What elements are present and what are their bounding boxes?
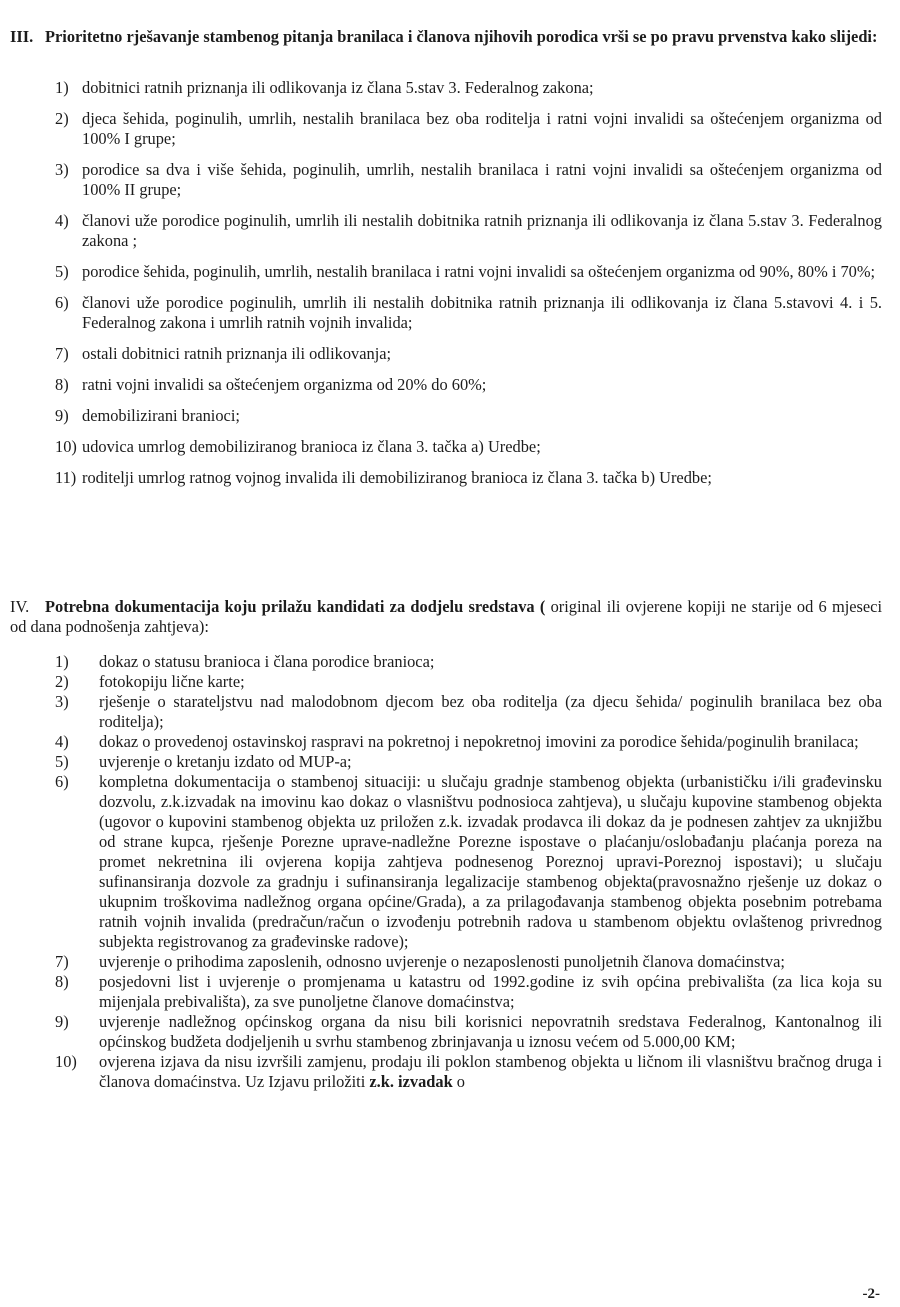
section-heading-normal: original ili ovjerene kopiji ne starije od 6 mjeseci od dana podnošenja zahtjeva): xyxy=(10,597,883,636)
section-iii-heading xyxy=(10,27,882,47)
list-item xyxy=(55,211,882,251)
list-item-text: porodice šehida, poginulih, umrlih, nestalih branilaca i ratni vojni invalidi sa oštećenjem organizma od 90%, 80% i 70%; xyxy=(82,262,876,281)
list-item-number: 4) xyxy=(55,211,69,230)
list-item-number: 2) xyxy=(55,109,69,128)
list-item-number: 9) xyxy=(55,1012,69,1031)
list-item-text: rješenje o starateljstvu nad malodobnom djecom bez oba roditelja (za djecu šehida/ poginulih branilaca bez oba roditelja); xyxy=(99,692,882,731)
list-item xyxy=(55,375,882,395)
page-number: -2- xyxy=(862,1286,880,1302)
list-item xyxy=(55,752,882,772)
list-item xyxy=(55,437,882,457)
list-item-number: 1) xyxy=(55,78,69,97)
list-item xyxy=(55,293,882,333)
list-item xyxy=(55,692,882,732)
list-item-number: 6) xyxy=(55,772,69,791)
list-item-number: 4) xyxy=(55,732,69,751)
list-item-number: 5) xyxy=(55,262,69,281)
list-item-number: 10) xyxy=(55,1052,77,1071)
list-item-text: uvjerenje o kretanju izdato od MUP-a; xyxy=(99,752,352,771)
list-item-text: ostali dobitnici ratnih priznanja ili odlikovanja; xyxy=(82,344,392,363)
list-item-number: 10) xyxy=(55,437,77,456)
section-iv-heading xyxy=(10,597,882,637)
section-iv-list xyxy=(55,652,882,1092)
list-item xyxy=(55,78,882,98)
list-item xyxy=(55,732,882,752)
list-item-text: djeca šehida, poginulih, umrlih, nestalih branilaca bez oba roditelja i ratni vojni invalidi sa oštećenjem organizma od 100% I grupe; xyxy=(82,109,882,148)
list-item xyxy=(55,262,882,282)
list-item xyxy=(55,1052,882,1092)
list-item xyxy=(55,160,882,200)
list-item-number: 9) xyxy=(55,406,69,425)
list-item xyxy=(55,972,882,1012)
section-numeral: III. xyxy=(10,27,34,46)
list-item xyxy=(55,406,882,426)
list-item-text: ovjerena izjava da nisu izvršili zamjenu, prodaju ili poklon stambenog objekta u ličnom ili vlasništvu bračnog druga i članova domaćinstva. Uz Izjavu priložiti xyxy=(99,1052,882,1091)
list-item-text: uvjerenje nadležnog općinskog organa da nisu bili korisnici nepovratnih sredstava Federalnog, Kantonalnog ili općinskog budžeta dodjeljenih u svrhu stambenog zbrinjavanja u iznosu većem od 5.000,00 KM; xyxy=(99,1012,882,1051)
list-item xyxy=(55,344,882,364)
list-item-number: 2) xyxy=(55,672,69,691)
list-item-number: 7) xyxy=(55,952,69,971)
list-item-text: dobitnici ratnih priznanja ili odlikovanja iz člana 5.stav 3. Federalnog zakona; xyxy=(82,78,594,97)
list-item-number: 3) xyxy=(55,692,69,711)
section-heading-bold: Potrebna dokumentacija koju prilažu kandidati za dodjelu sredstava ( xyxy=(45,597,546,616)
list-item xyxy=(55,672,882,692)
list-item-number: 6) xyxy=(55,293,69,312)
list-item-number: 8) xyxy=(55,375,69,394)
list-item-text: ratni vojni invalidi sa oštećenjem organizma od 20% do 60%; xyxy=(82,375,487,394)
list-item-number: 8) xyxy=(55,972,69,991)
list-item xyxy=(55,772,882,952)
section-heading-text: Prioritetno rješavanje stambenog pitanja branilaca i članova njihovih porodica vrši se po pravu prvenstva kako slijedi: xyxy=(45,27,878,46)
list-item-text: fotokopiju lične karte; xyxy=(99,672,245,691)
list-item-number: 1) xyxy=(55,652,69,671)
section-iii-list xyxy=(55,78,882,499)
list-item-text: uvjerenje o prihodima zaposlenih, odnosno uvjerenje o nezaposlenosti punoljetnih članova domaćinstva; xyxy=(99,952,785,971)
list-item-text: kompletna dokumentacija o stambenoj situaciji: u slučaju gradnje stambenog objekta (urbanističku i/ili građevinsku dozvolu, z.k.izvadak na imovinu kao dokaz o vlasništvu podnosioca zahtjeva), u slučaju kupovine stambenog objekta (ugovor o kupovini stambenog objekta uz priložen z.k. izvadak prodavca ili dokaz da je podnesen zahtjev za uknjižbu od strane kupca, rješenje Porezne uprave-nadležne Porezne ispostave o plaćanju/oslobađanju plaćanja poreza na promet nekretnina ili ovjerena kopija zahtjeva podnesenog Poreznoj upravi-Poreznoj ispostavi); u slučaju sufinansiranja dozvole za gradnju i sufinansiranja legalizacije stambenog objekta(pravosnažno rješenje uz dokaz o ukupnim troškovima nadležnog organa općine/Grada), a za prilagođavanja stambenog objekta posebnim potrebama ratnih vojnih invalida (predračun/račun o izvođenju potrebnih radova u stambenom objektu ovlaštenog privrednog subjekta registrovanog za građevinske radove); xyxy=(99,772,882,951)
list-item-number: 3) xyxy=(55,160,69,179)
list-item-text: udovica umrlog demobiliziranog branioca iz člana 3. tačka a) Uredbe; xyxy=(82,437,541,456)
list-item-text: posjedovni list i uvjerenje o promjenama u katastru od 1992.godine iz svih općina prebivališta (za lica koja su mijenjala prebivališta), za sve punoljetne članove domaćinstva; xyxy=(99,972,882,1011)
list-item-text: porodice sa dva i više šehida, poginulih, umrlih, nestalih branilaca i ratni vojni invalidi sa oštećenjem organizma od 100% II grupe; xyxy=(82,160,882,199)
list-item-text: demobilizirani branioci; xyxy=(82,406,240,425)
list-item-text: roditelji umrlog ratnog vojnog invalida ili demobiliziranog branioca iz člana 3. tačka b) Uredbe; xyxy=(82,468,712,487)
list-item-tail-text: o xyxy=(452,1072,465,1091)
list-item-number: 11) xyxy=(55,468,77,487)
list-item-number: 5) xyxy=(55,752,69,771)
list-item xyxy=(55,652,882,672)
list-item xyxy=(55,952,882,972)
list-item xyxy=(55,468,882,488)
list-item xyxy=(55,1012,882,1052)
section-numeral: IV. xyxy=(10,597,30,616)
list-item-text: članovi uže porodice poginulih, umrlih ili nestalih dobitnika ratnih priznanja ili odlikovanja iz člana 5.stavovi 4. i 5. Federalnog zakona i umrlih ratnih vojnih invalida; xyxy=(82,293,882,332)
list-item-text: dokaz o provedenoj ostavinskoj raspravi na pokretnoj i nepokretnoj imovini za porodice šehida/poginulih branilaca; xyxy=(99,732,859,751)
list-item-number: 7) xyxy=(55,344,69,363)
list-item-text: dokaz o statusu branioca i člana porodice branioca; xyxy=(99,652,435,671)
list-item-text: članovi uže porodice poginulih, umrlih ili nestalih dobitnika ratnih priznanja ili odlikovanja iz člana 5.stav 3. Federalnog zakona ; xyxy=(82,211,882,250)
list-item xyxy=(55,109,882,149)
list-item-bold-text: z.k. izvadak xyxy=(365,1072,453,1091)
